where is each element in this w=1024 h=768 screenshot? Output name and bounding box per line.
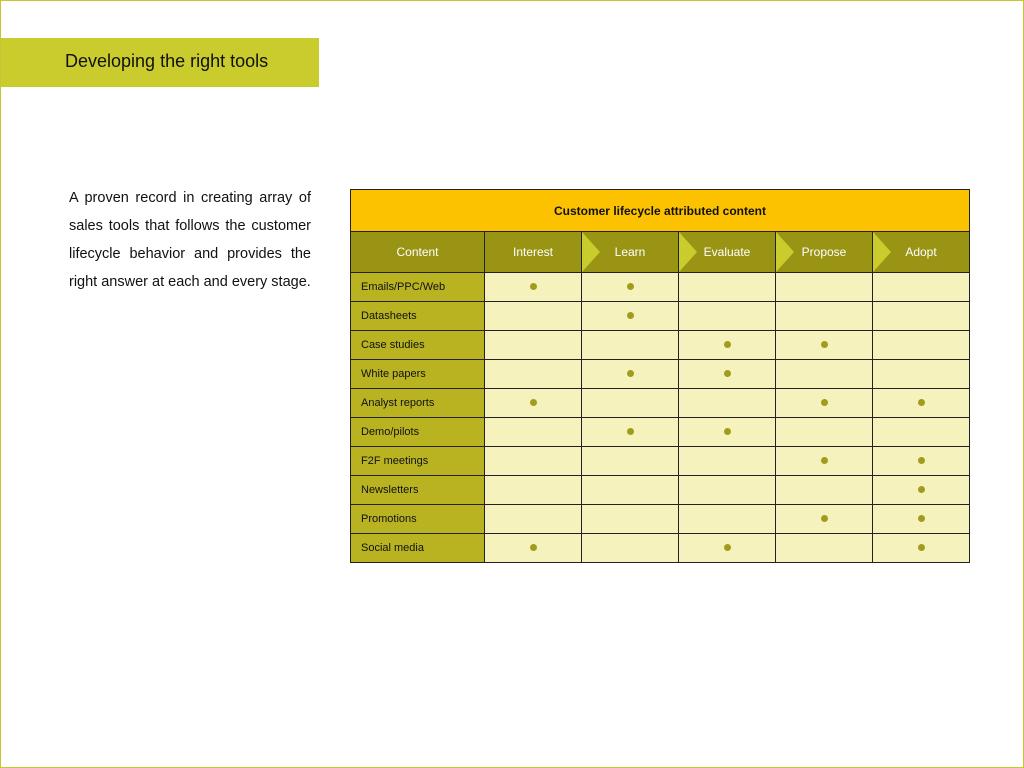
table-cell [582, 273, 679, 302]
table-cell [776, 360, 873, 389]
bullet-dot-icon [821, 341, 828, 348]
table-cell [873, 505, 970, 534]
column-label: Evaluate [703, 245, 751, 259]
bullet-dot-icon [724, 341, 731, 348]
table-cell [582, 418, 679, 447]
table-cell [776, 331, 873, 360]
bullet-dot-icon [530, 544, 537, 551]
bullet-dot-icon [724, 428, 731, 435]
table-cell [776, 447, 873, 476]
bullet-dot-icon [918, 515, 925, 522]
column-header-propose [776, 232, 873, 273]
column-label: Adopt [905, 245, 937, 259]
table-cell [485, 360, 582, 389]
table-cell [679, 360, 776, 389]
table-cell [485, 418, 582, 447]
table-cell [776, 302, 873, 331]
bullet-dot-icon [724, 544, 731, 551]
stage-arrow-icon [679, 232, 697, 272]
column-header-interest [485, 232, 582, 273]
table-row [351, 360, 970, 389]
table-cell [582, 302, 679, 331]
table-cell [582, 447, 679, 476]
table-cell [582, 505, 679, 534]
table-cell [873, 534, 970, 563]
row-label: Newsletters [351, 476, 485, 505]
row-label: Demo/pilots [351, 418, 485, 447]
stage-arrow-icon [582, 232, 600, 272]
table-cell [582, 331, 679, 360]
table-row [351, 447, 970, 476]
bullet-dot-icon [627, 370, 634, 377]
table-row [351, 476, 970, 505]
table-cell [485, 505, 582, 534]
row-label: Emails/PPC/Web [351, 273, 485, 302]
column-header-row [351, 232, 970, 273]
column-header-evaluate [679, 232, 776, 273]
table-cell [679, 302, 776, 331]
bullet-dot-icon [627, 312, 634, 319]
body-paragraph: A proven record in creating array of sales tools that follows the customer lifecycle behavior and provides the right answer at each and every stage. [69, 190, 311, 290]
table-body [351, 273, 970, 563]
row-label: Social media [351, 534, 485, 563]
row-label: White papers [351, 360, 485, 389]
column-label: Interest [512, 245, 554, 259]
table-cell [679, 505, 776, 534]
table-cell [873, 447, 970, 476]
bullet-dot-icon [627, 283, 634, 290]
slide-title: Developing the right tools [65, 51, 269, 71]
table-cell [679, 534, 776, 563]
column-header-content [351, 232, 485, 273]
table-cell [485, 534, 582, 563]
column-label: Learn [614, 245, 646, 259]
table-cell [873, 302, 970, 331]
row-label: Analyst reports [351, 389, 485, 418]
row-label: Datasheets [351, 302, 485, 331]
table-row [351, 534, 970, 563]
table-row [351, 389, 970, 418]
table-cell [485, 302, 582, 331]
table-row [351, 331, 970, 360]
table-header: Customer lifecycle attributed content [351, 190, 970, 232]
table-cell [679, 331, 776, 360]
bullet-dot-icon [918, 457, 925, 464]
bullet-dot-icon [918, 486, 925, 493]
row-label: Case studies [351, 331, 485, 360]
bullet-dot-icon [821, 399, 828, 406]
table-cell [776, 418, 873, 447]
table-cell [485, 273, 582, 302]
table-cell [485, 447, 582, 476]
bullet-dot-icon [821, 515, 828, 522]
bullet-dot-icon [530, 399, 537, 406]
table-cell [776, 389, 873, 418]
table-cell [679, 476, 776, 505]
bullet-dot-icon [530, 283, 537, 290]
table-cell [873, 389, 970, 418]
table-cell [873, 360, 970, 389]
row-label: Promotions [351, 505, 485, 534]
table-row [351, 273, 970, 302]
table-cell [873, 331, 970, 360]
table-cell [776, 505, 873, 534]
bullet-dot-icon [821, 457, 828, 464]
table-cell [776, 476, 873, 505]
bullet-dot-icon [918, 544, 925, 551]
table-row [351, 418, 970, 447]
column-label: Content [396, 245, 439, 259]
table-cell [679, 418, 776, 447]
table-cell [582, 476, 679, 505]
bullet-dot-icon [627, 428, 634, 435]
table-cell [582, 389, 679, 418]
table-row [351, 302, 970, 331]
title-bar [1, 38, 319, 87]
table-cell [873, 418, 970, 447]
table-cell [679, 273, 776, 302]
bullet-dot-icon [918, 399, 925, 406]
table-cell [485, 476, 582, 505]
table-cell [873, 273, 970, 302]
stage-arrow-icon [873, 232, 891, 272]
table-cell [582, 360, 679, 389]
table-cell [873, 476, 970, 505]
table-cell [485, 389, 582, 418]
column-label: Propose [801, 245, 847, 259]
table-cell [776, 534, 873, 563]
table-cell [679, 447, 776, 476]
row-label: F2F meetings [351, 447, 485, 476]
lifecycle-table [350, 189, 970, 563]
table-cell [582, 534, 679, 563]
table-cell [776, 273, 873, 302]
table-row [351, 505, 970, 534]
stage-arrow-icon [776, 232, 794, 272]
column-header-adopt [873, 232, 970, 273]
table-cell [485, 331, 582, 360]
table-cell [679, 389, 776, 418]
column-header-learn [582, 232, 679, 273]
bullet-dot-icon [724, 370, 731, 377]
